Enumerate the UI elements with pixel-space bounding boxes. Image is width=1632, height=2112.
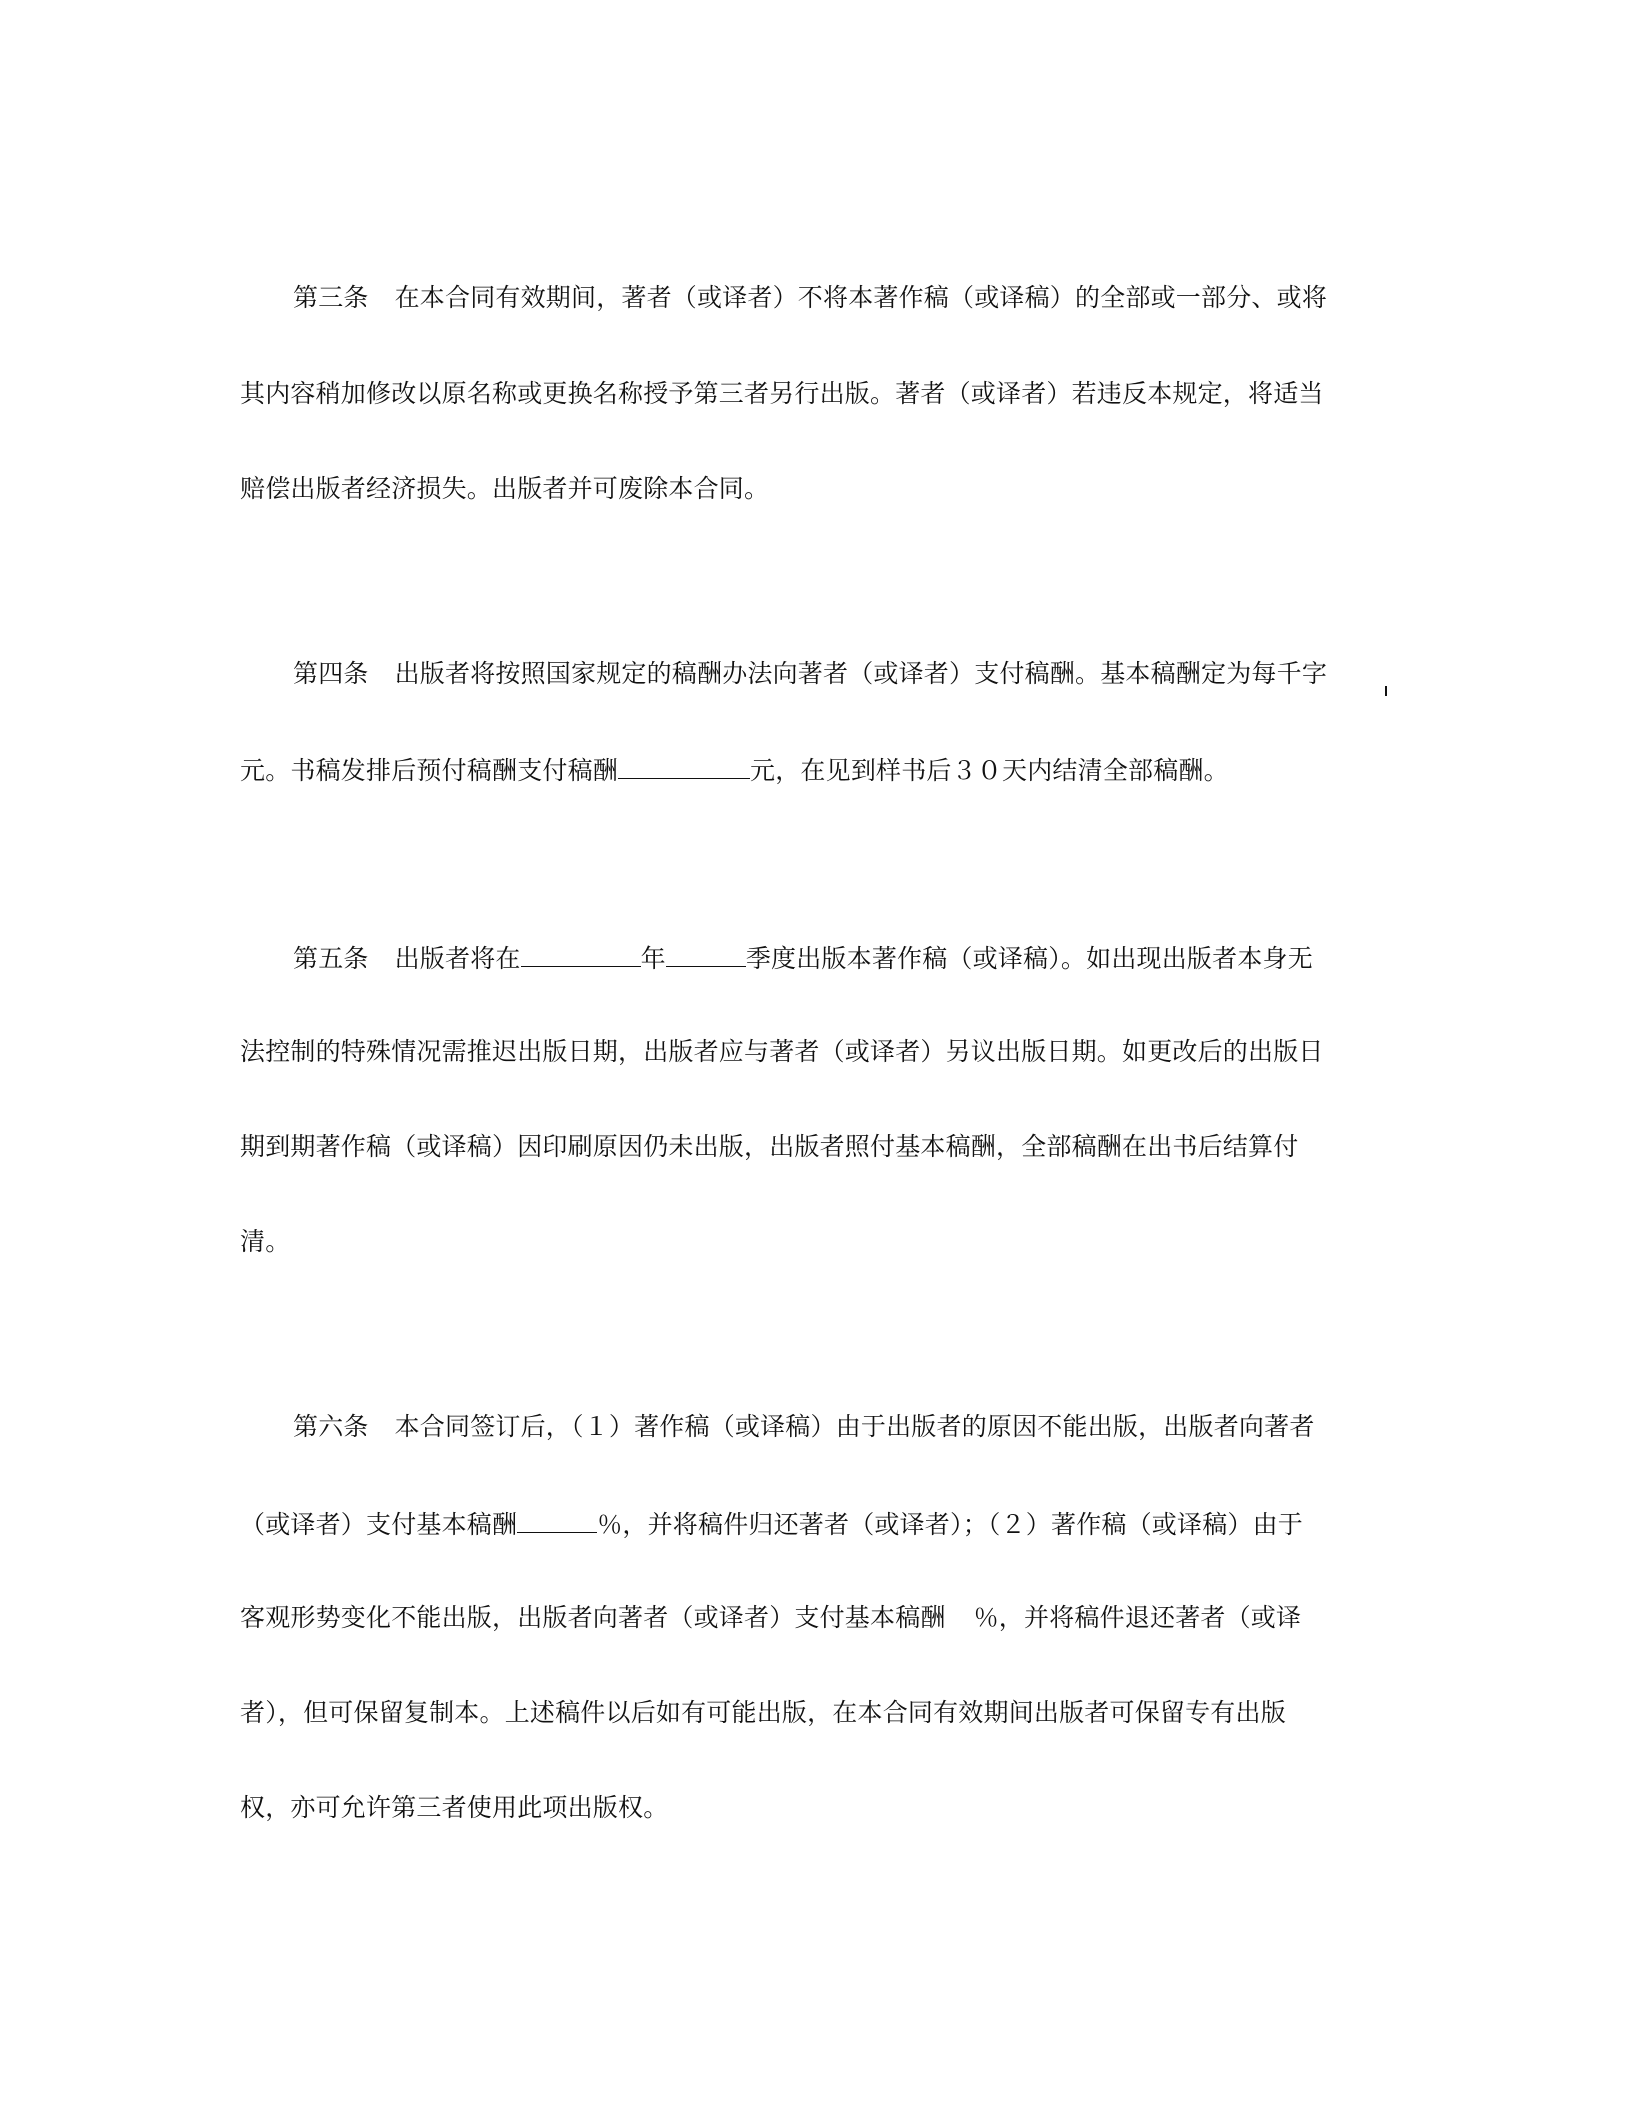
article-6-text-a: （或译者）支付基本稿酬: [240, 1510, 518, 1539]
advance-payment-blank[interactable]: [618, 752, 750, 779]
publish-year-blank[interactable]: [521, 940, 641, 967]
article-6-text-d: ％，并将稿件退还著者（或译: [973, 1603, 1302, 1632]
article-6-text: 本合同签订后，（１）著作稿（或译稿）由于出版者的原因不能出版，出版者向著者: [394, 1412, 1315, 1441]
article-3-line-1: [293, 282, 1327, 314]
article-3-line-2: 其内容稍加修改以原名称或更换名称授予第三者另行出版。著者（或译者）若违反本规定，将适当: [240, 379, 1324, 408]
article-4-label: 第四条: [293, 659, 369, 688]
article-4-text-b: 元，在见到样书后３０天内结清全部稿酬。: [750, 756, 1229, 785]
article-6-text-c: 客观形势变化不能出版，出版者向著者（或译者）支付基本稿酬: [240, 1603, 946, 1632]
article-5-line-3: 期到期著作稿（或译稿）因印刷原因仍未出版，出版者照付基本稿酬，全部稿酬在出书后结算付: [240, 1132, 1299, 1161]
article-6-line-3: [240, 1602, 1301, 1634]
article-5-line-4: 清。: [240, 1227, 291, 1256]
article-5-text-b: 年: [640, 944, 666, 973]
article-5-text-c: 季度出版本著作稿（或译稿）。如出现出版者本身无: [745, 944, 1313, 973]
article-3-text: 在本合同有效期间，著者（或译者）不将本著作稿（或译稿）的全部或一部分、或将: [394, 283, 1328, 312]
article-6-line-1: [293, 1411, 1315, 1443]
article-3-label: 第三条: [293, 283, 369, 312]
publish-quarter-blank[interactable]: [666, 940, 746, 967]
per-thousand-blank-mark: [1385, 686, 1387, 696]
article-6-line-4: 者），但可保留复制本。上述稿件以后如有可能出版，在本合同有效期间出版者可保留专有出版: [240, 1698, 1286, 1727]
article-3-line-3: 赔偿出版者经济损失。出版者并可废除本合同。: [240, 474, 770, 503]
article-4-text: 出版者将按照国家规定的稿酬办法向著者（或译者）支付稿酬。基本稿酬定为每千字: [394, 659, 1328, 688]
article-4-line-1: [293, 658, 1327, 690]
article-4-text-a: 元。书稿发排后预付稿酬支付稿酬: [240, 756, 619, 785]
article-6-text-b: ％，并将稿件归还著者（或译者）；（２）著作稿（或译稿）由于: [597, 1510, 1304, 1539]
article-6-label: 第六条: [293, 1412, 369, 1441]
article-6-line-2: [240, 1506, 1303, 1541]
article-6-line-5: 权，亦可允许第三者使用此项出版权。: [240, 1793, 669, 1822]
article-4-line-2: [240, 752, 1229, 787]
article-5-line-1: [293, 940, 1313, 975]
article-5-text-a: 出版者将在: [394, 944, 521, 973]
percent-blank-1[interactable]: [517, 1506, 597, 1533]
article-5-label: 第五条: [293, 944, 369, 973]
article-5-line-2: 法控制的特殊情况需推迟出版日期，出版者应与著者（或译者）另议出版日期。如更改后的出版日: [240, 1037, 1324, 1066]
